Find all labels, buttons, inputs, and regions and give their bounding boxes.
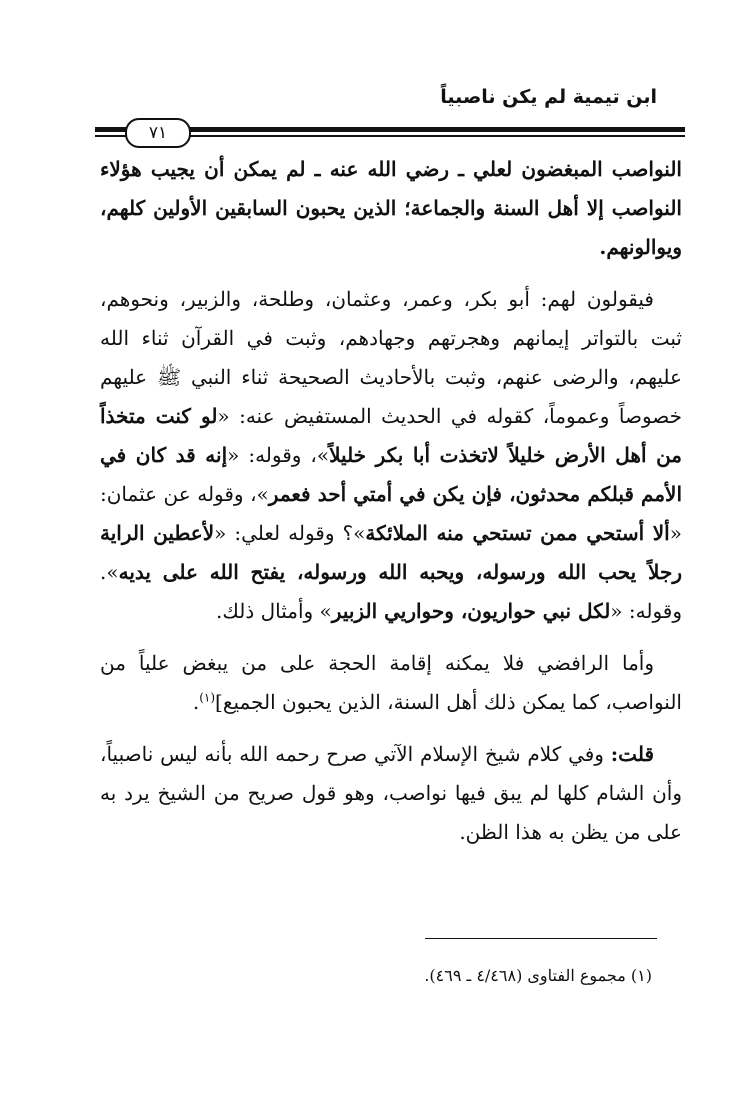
main-text <box>100 150 682 865</box>
paragraph-3-text: وأما الرافضي فلا يمكنه إقامة الحجة على من يبغض علياً من النواصب، كما يمكن ذلك أهل السنة، الذين يحبون الجميع] <box>100 651 682 714</box>
paragraph-2-text-3: »، وقوله عن عثمان: « <box>100 482 682 545</box>
footnote-separator <box>425 938 657 939</box>
paragraph-4-text: وفي كلام شيخ الإسلام الآتي صرح رحمه الله بأنه ليس ناصبياً، وأن الشام كلها لم يبق فيها نواصب، وهو قول صريح من الشيخ يرد به على من يظن به هذا الظن. <box>100 742 682 844</box>
paragraph-4-lead: قلت: <box>610 742 654 766</box>
hadith-quote-5: لكل نبي حواريون، وحواريي الزبير <box>331 599 611 623</box>
paragraph-3 <box>100 644 682 722</box>
paragraph-2-text-4: »؟ وقوله لعلي: « <box>214 521 366 545</box>
paragraph-2-text-1: فيقولون لهم: أبو بكر، وعمر، وعثمان، وطلحة، والزبير، ونحوهم، ثبت بالتواتر إيمانهم وهجرتهم وجهادهم، وثبت في القرآن ثناء الله عليهم، والرضى عنهم، وثبت بالأحاديث الصحيحة ثناء النبي ﷺ عليهم خصوصاً وعموماً، كقوله في الحديث المستفيض عنه: « <box>100 287 683 428</box>
hadith-quote-3: ألا أستحي ممن تستحي منه الملائكة <box>365 521 670 545</box>
hadith-quote-2: إنه قد كان في الأمم قبلكم محدثون، فإن يكن في أمتي أحد فعمر <box>100 443 683 506</box>
page-number: ٧١ <box>125 118 191 148</box>
paragraph-1: النواصب المبغضون لعلي ـ رضي الله عنه ـ لم يمكن أن يجيب هؤلاء النواصب إلا أهل السنة والجماعة؛ الذين يحبون السابقين الأولين كلهم، ويوالونهم. <box>100 157 682 259</box>
paragraph-2-text-5: ». وقوله: « <box>100 560 682 623</box>
paragraph-2-text-6: » وأمثال ذلك. <box>216 599 332 623</box>
header-rule <box>95 118 685 146</box>
paragraph-3-end: . <box>192 690 200 714</box>
hadith-quote-1: لو كنت متخذاً من أهل الأرض خليلاً لاتخذت أبا بكر خليلاً <box>100 404 683 467</box>
hadith-quote-4: لأعطين الراية رجلاً يحب الله ورسوله، ويحبه الله ورسوله، يفتح الله على يديه <box>100 521 682 584</box>
paragraph-2-text-2: »، وقوله: « <box>227 443 330 467</box>
running-title: ابن تيمية لم يكن ناصبياً <box>440 86 657 108</box>
footnote-reference[interactable]: (١) <box>199 690 216 705</box>
paragraph-2 <box>100 280 682 631</box>
footnote: (١) مجموع الفتاوى (٤/٤٦٨ ـ ٤٦٩). <box>424 966 652 985</box>
paragraph-4 <box>100 735 682 852</box>
